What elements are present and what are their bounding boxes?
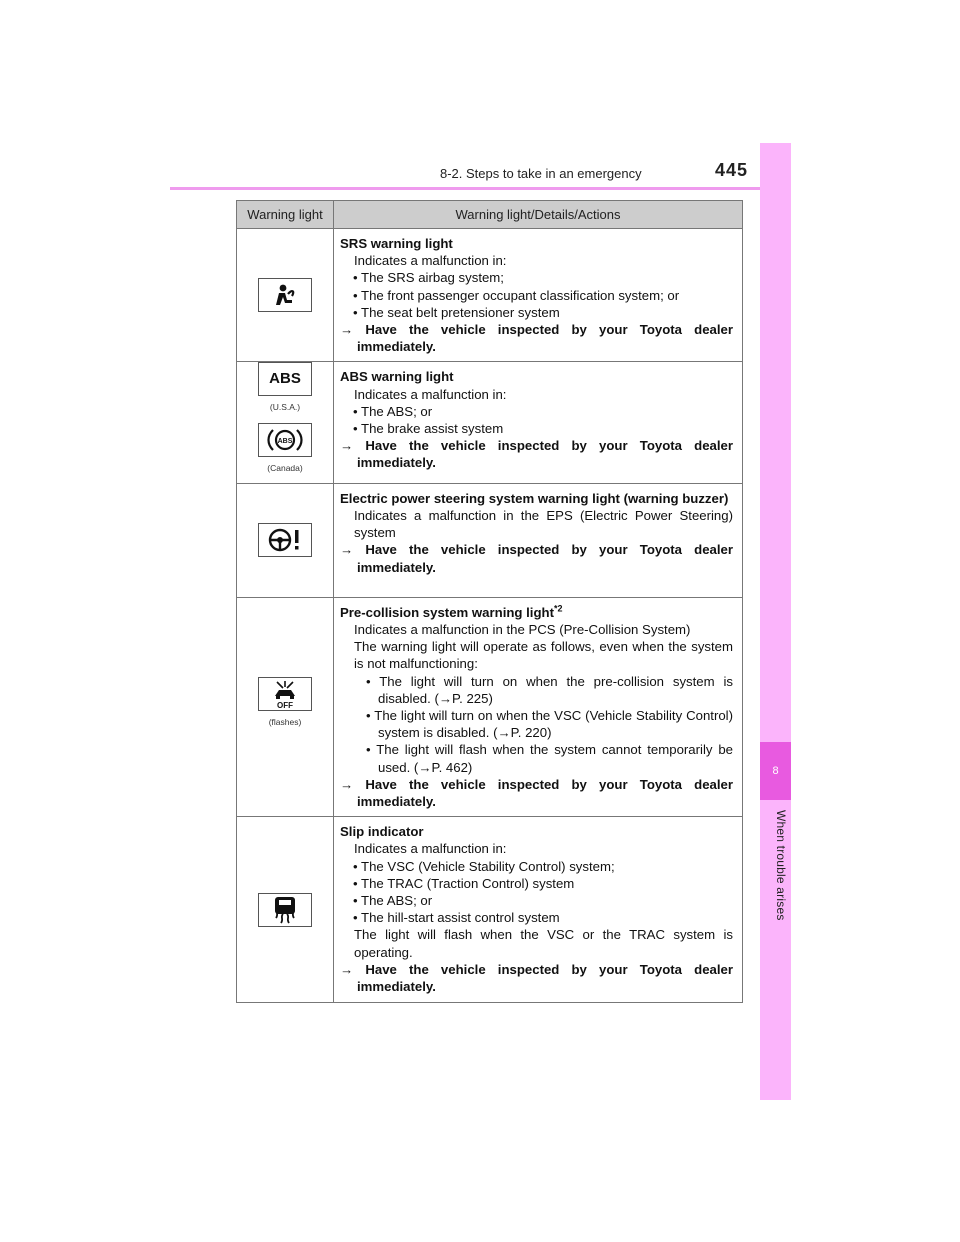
row-intro: Indicates a malfunction in: [354, 841, 507, 857]
list-item: • The SRS airbag system; [353, 270, 504, 286]
table-row-abs [237, 362, 743, 483]
list-item: • The TRAC (Traction Control) system [353, 875, 575, 891]
row-intro: Indicates a malfunction in: [354, 253, 507, 269]
row-intro: Indicates a malfunction in the EPS (Electric Power Steering) system [354, 508, 733, 541]
icon-cell [237, 817, 334, 1003]
list-item: • The seat belt pretensioner system [353, 304, 560, 320]
row-title: Pre-collision system warning light$^{*2}$ [340, 603, 563, 620]
row-action: → Have the vehicle inspected by your Toyota dealer immediately. [340, 961, 733, 995]
icon-cell [237, 597, 334, 816]
list-item: • The light will flash when the system cannot temporarily be used. (→P. 462) [366, 742, 733, 775]
icon-cell [237, 483, 334, 597]
row-action: → Have the vehicle inspected by your Toyota dealer immediately. [340, 322, 733, 355]
details-cell [334, 597, 743, 816]
list-item: • The light will turn on when the VSC (Vehicle Stability Control) system is disabled. (→P. 220) [366, 708, 733, 741]
arrow-icon: → [340, 776, 354, 792]
details-cell [334, 362, 743, 483]
details-cell [334, 229, 743, 362]
pcs-off-icon [258, 677, 312, 711]
srs-airbag-icon [258, 278, 312, 312]
list-item: • The ABS; or [353, 893, 433, 909]
header-section-title: 8-2. Steps to take in an emergency [440, 166, 642, 181]
row-intro: Indicates a malfunction in: [354, 386, 507, 402]
row-note: The light will flash when the VSC or the TRAC system is operating. [354, 927, 733, 960]
page-number: 445 [715, 160, 749, 180]
col-header-warning-light: Warning light [237, 201, 334, 229]
row-action: → Have the vehicle inspected by your Toyota dealer immediately. [340, 542, 733, 575]
list-item: • The ABS; or [353, 403, 433, 419]
icon-cell [237, 362, 334, 483]
icon-cell [237, 229, 334, 362]
list-item: • The hill-start assist control system [353, 910, 560, 926]
table-header-row [237, 201, 743, 229]
slip-indicator-icon [258, 893, 312, 927]
details-cell [334, 483, 743, 597]
arrow-icon: → [340, 961, 354, 977]
chapter-number: 8 [760, 742, 791, 800]
abs-usa-icon [258, 362, 312, 396]
col-header-details: Warning light/Details/Actions [334, 201, 743, 229]
row-action: → Have the vehicle inspected by your Toyota dealer immediately. [340, 438, 733, 471]
svg-text:OFF: OFF [277, 700, 293, 710]
abs-icon-text: ABS [269, 370, 301, 388]
table-row-pcs [237, 597, 743, 816]
list-item: • The light will turn on when the pre-collision system is disabled. (→P. 225) [366, 673, 733, 706]
list-item: • The front passenger occupant classification system; or [353, 287, 680, 303]
table-row-srs [237, 229, 743, 362]
table-row-slip [237, 817, 743, 1003]
row-note: The warning light will operate as follows, even when the system is not malfunctioning: [354, 639, 733, 672]
icon-caption: (U.S.A.) [269, 402, 301, 413]
chapter-label: When trouble arises [774, 810, 788, 921]
svg-text:ABS: ABS [277, 437, 293, 445]
row-intro: Indicates a malfunction in the PCS (Pre-Collision System) [354, 622, 691, 638]
arrow-icon: → [340, 438, 354, 454]
row-action: → Have the vehicle inspected by your Toyota dealer immediately. [340, 776, 733, 810]
row-title: ABS warning light [340, 369, 454, 385]
icon-caption: (flashes) [268, 716, 302, 727]
row-title: Electric power steering system warning light (warning buzzer) [340, 490, 729, 506]
list-item: • The VSC (Vehicle Stability Control) system; [353, 858, 615, 874]
table-row-eps [237, 483, 743, 597]
warning-light-table [236, 200, 743, 1003]
details-cell [334, 817, 743, 1003]
footnote-marker: *2 [553, 603, 563, 614]
row-title: Slip indicator [340, 824, 424, 840]
abs-canada-icon [258, 423, 312, 457]
header-rule [170, 187, 760, 190]
steering-warning-icon [258, 523, 312, 557]
arrow-icon: → [340, 322, 354, 338]
icon-caption: (Canada) [267, 462, 303, 473]
arrow-icon: → [340, 542, 354, 558]
row-title: SRS warning light [340, 236, 453, 251]
list-item: • The brake assist system [353, 421, 504, 437]
